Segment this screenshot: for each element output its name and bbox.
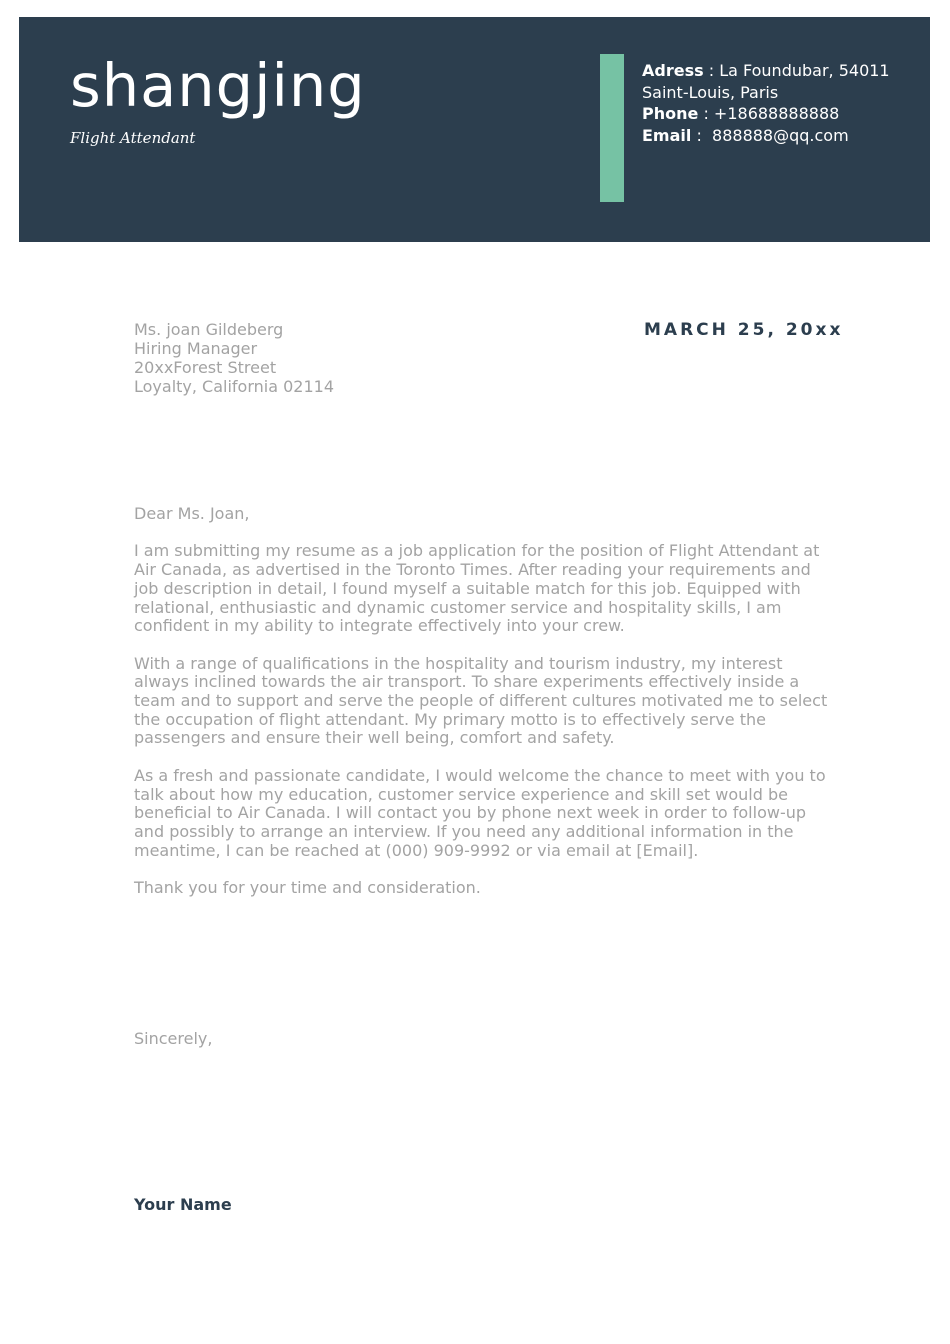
thanks-line: Thank you for your time and consideration. <box>134 878 481 897</box>
contact-block <box>642 60 890 146</box>
accent-bar <box>600 54 624 202</box>
email-label: Email <box>642 125 692 145</box>
contact-address-line1 <box>642 60 890 82</box>
signature-name: Your Name <box>134 1195 232 1214</box>
header-banner <box>19 17 930 242</box>
phone-separator: : <box>698 104 714 123</box>
phone-label: Phone <box>642 104 699 123</box>
address-value-line2: Saint-Louis, Paris <box>642 82 779 102</box>
letter-date: MARCH 25, 20xx <box>644 320 844 340</box>
recipient-city: Loyalty, California 02114 <box>134 377 335 396</box>
recipient-name: Ms. joan Gildeberg <box>134 320 284 339</box>
address-label: Adress <box>642 61 704 80</box>
email-value: 888888@qq.com <box>712 125 849 145</box>
job-title: Flight Attendant <box>70 129 196 147</box>
paragraph-3: As a fresh and passionate candidate, I would welcome the chance to meet with you to talk about how my education, customer service experience and skill set would be beneficial to Air Canada. I will contact you by phone next week in order to follow-up and possibly to arrange an interview. If you need any additional information in the meantime, I can be reached at (000) 909-9992 or via email at [Email]. <box>134 765 826 860</box>
applicant-name: shangjing <box>70 51 366 120</box>
paragraph-1: I am submitting my resume as a job application for the position of Flight Attendant at Air Canada, as advertised in the Toronto Times. After reading your requirements and job description in detail, I found myself a suitable match for this job. Equipped with relational, enthusiastic and dynamic customer service and hospitality skills, I am confident in my ability to integrate effectively into your crew. <box>134 541 820 636</box>
recipient-title: Hiring Manager <box>134 339 258 358</box>
contact-phone <box>642 103 890 125</box>
recipient-block <box>134 320 334 396</box>
letter-body <box>134 505 834 916</box>
paragraph-2: With a range of qualifications in the hospitality and tourism industry, my interest always inclined towards the air transport. To share experiments effectively inside a team and to support and serve the people of different cultures motivated me to select the occupation of flight attendant. My primary motto is to effectively serve the passengers and ensure their well being, comfort and safety. <box>134 653 828 748</box>
phone-value: +18688888888 <box>713 104 840 123</box>
email-separator: : <box>691 125 713 145</box>
greeting: Dear Ms. Joan, <box>134 504 250 523</box>
address-value-line1: La Foundubar, 54011 <box>719 61 890 80</box>
recipient-street: 20xxForest Street <box>134 358 277 377</box>
address-separator: : <box>703 61 720 80</box>
closing: Sincerely, <box>134 1029 213 1048</box>
contact-email <box>642 125 890 147</box>
